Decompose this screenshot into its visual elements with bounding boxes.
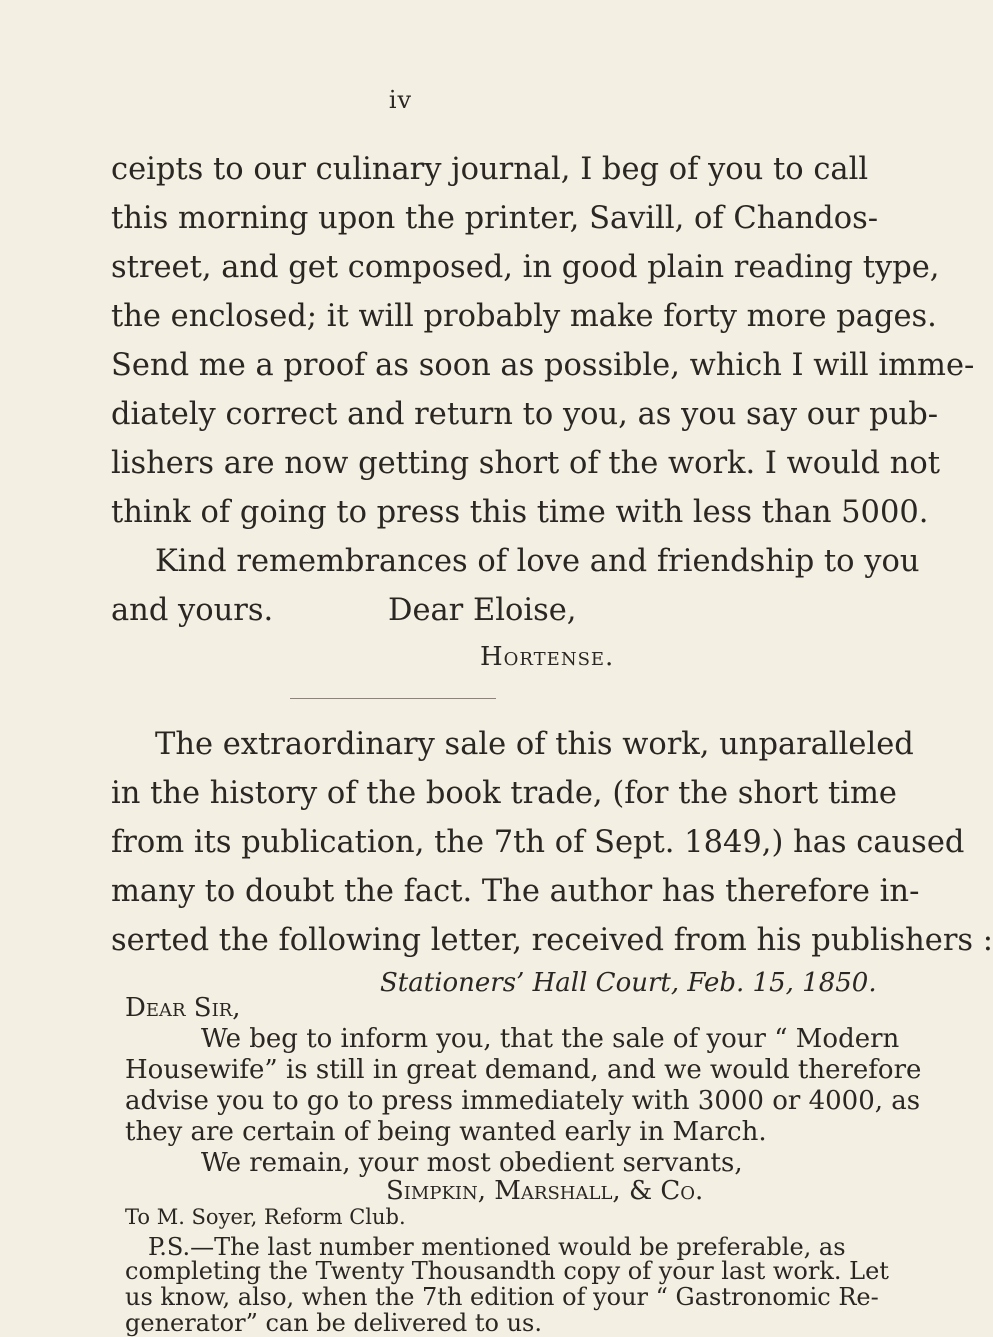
letter-line: the enclosed; it will probably make forty more pages. [111,299,937,334]
publisher-letter-line: advise you to go to press immediately with 3000 or 4000, as [125,1086,921,1116]
letter-addressee: To M. Soyer, Reform Club. [125,1205,406,1229]
postscript-line: us know, also, when the 7th edition of your “ Gastronomic Re- [125,1283,879,1311]
section-divider [290,698,496,699]
letter-line: ceipts to our culinary journal, I beg of you to call [111,152,869,187]
publisher-signature: Simpkin, Marshall, & Co. [386,1176,704,1206]
letter-salutation: Dear Sir, [125,993,241,1023]
intro-line: many to doubt the fact. The author has therefore in- [111,874,920,909]
letter-line: Kind remembrances of love and friendship to you [155,544,920,579]
letter-line: think of going to press this time with less than 5000. [111,495,929,530]
publisher-letter-line: We beg to inform you, that the sale of your “ Modern [201,1024,900,1054]
postscript-line: completing the Twenty Thousandth copy of your last work. Let [125,1257,889,1285]
closing-salutation: Dear Eloise, [388,593,577,628]
postscript-line: P.S.—The last number mentioned would be preferable, as [148,1233,846,1261]
letter-signature: Hortense. [480,642,615,672]
letter-line: lishers are now getting short of the work. I would not [111,446,940,481]
letter-line: this morning upon the printer, Savill, of Chandos- [111,201,879,236]
letter-line: Send me a proof as soon as possible, which I will imme- [111,348,975,383]
intro-line: serted the following letter, received from his publishers : [111,923,993,958]
publisher-letter-line: they are certain of being wanted early in March. [125,1117,767,1147]
intro-line: The extraordinary sale of this work, unparalleled [155,727,914,762]
publisher-letter-line: Housewife” is still in great demand, and we would therefore [125,1055,922,1085]
intro-line: in the history of the book trade, (for the short time [111,776,897,811]
postscript-line: generator” can be delivered to us. [125,1309,542,1337]
intro-line: from its publication, the 7th of Sept. 1849,) has caused [111,825,965,860]
letter-line: street, and get composed, in good plain reading type, [111,250,940,285]
closing-and-yours: and yours. [111,593,274,628]
letter-dateline: Stationers’ Hall Court, Feb. 15, 1850. [380,968,877,998]
page-number: iv [388,86,413,114]
letter-valediction: We remain, your most obedient servants, [201,1148,743,1178]
letter-line: diately correct and return to you, as you say our pub- [111,397,939,432]
